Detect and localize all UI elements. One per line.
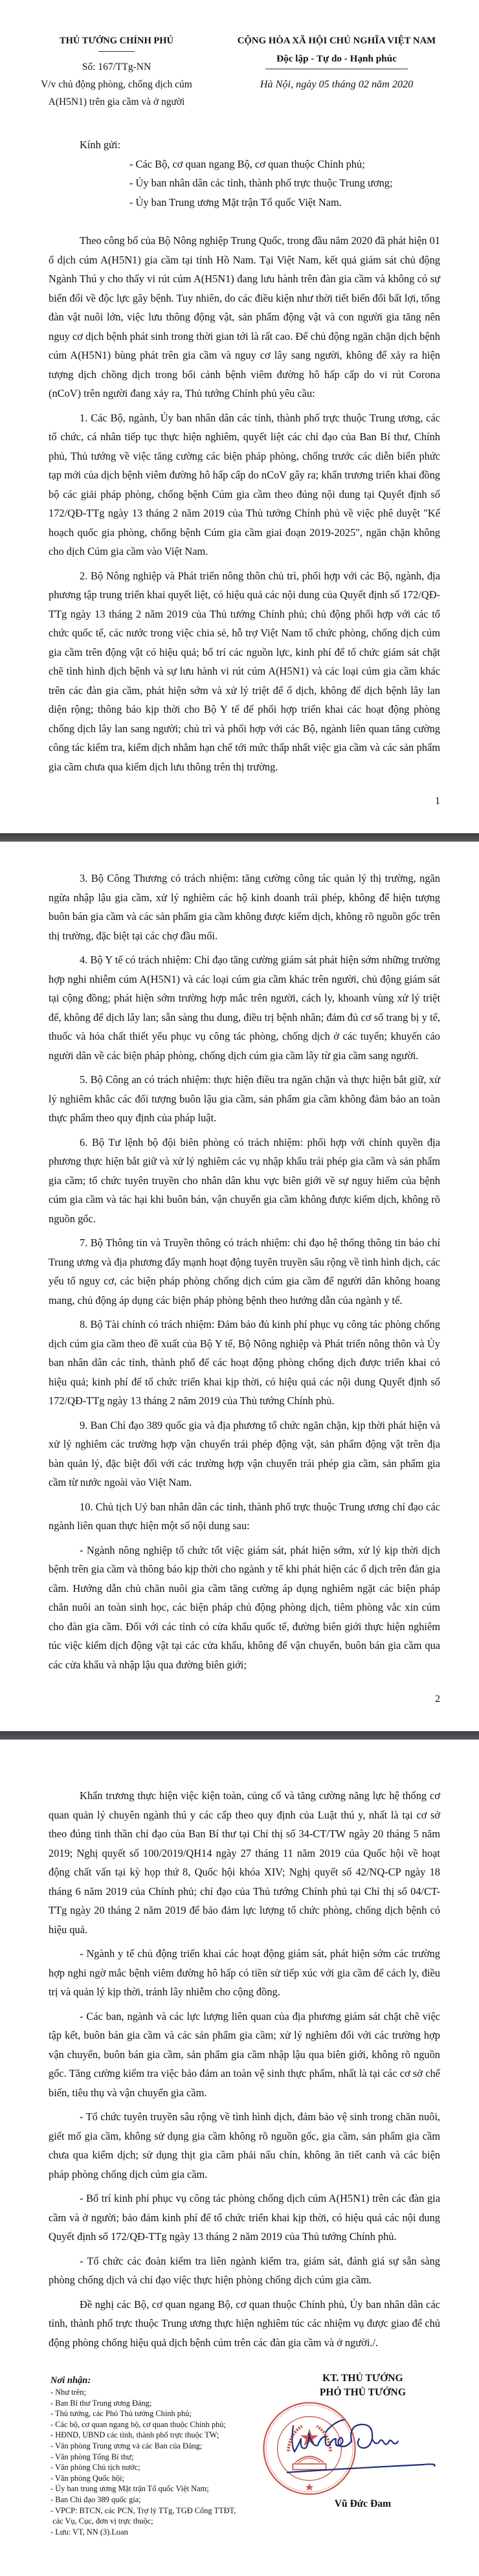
page-3 (0, 1740, 479, 2576)
distribution-item: - Ủy ban trung ương Mặt trận Tổ quốc Việt Nam; (50, 2484, 209, 2494)
recipients-list (80, 155, 479, 212)
recipient-item: - Ủy ban nhân dân các tỉnh, thành phố trực thuộc Trung ương; (129, 177, 393, 189)
national-motto: Độc lập - Tự do - Hạnh phúc (276, 53, 397, 64)
paragraph: 7. Bộ Thông tin và Truyền thông có trách nhiệm: chỉ đạo hệ thống thông tin báo chí Trung ương và địa phương đẩy mạnh hoạt động tuyên truyền sâu rộng về tình hình dịch, các yếu tố nguy cơ, các biện pháp phòng chống dịch cúm gia cầm để người dân không hoang mang, chủ động áp dụng các biện pháp phòng bệnh theo hướng dẫn của ngành y tế. (49, 1237, 440, 1306)
distribution-item: - Văn phòng Chủ tịch nước; (50, 2463, 140, 2472)
page-1 (0, 0, 479, 833)
document-number: Số: 167/TTg-NN (82, 62, 151, 73)
subject-line-1: V/v chủ động phòng, chống dịch cúm (41, 79, 192, 90)
seal-and-signature (267, 2400, 458, 2497)
page-1-body (49, 231, 440, 776)
distribution-item: - Văn phòng Trung ương và các Ban của Đảng; (50, 2441, 203, 2450)
nation-title: CỘNG HÒA XÃ HỘI CHỦ NGHĨA VIỆT NAM (237, 36, 436, 46)
page-2-body (49, 869, 440, 1674)
distribution-item: - Ban Chỉ đạo 389 quốc gia; (50, 2494, 141, 2504)
paragraph: Đề nghị các Bộ, cơ quan ngang Bộ, cơ quan thuộc Chính phủ, Ủy ban nhân dân các tỉnh, thành phố trực thuộc Trung ương thực hiện nghiêm túc các nhiệm vụ được giao để chủ động phòng chống hiệu quả dịch bệnh cúm trên các đàn gia cầm và ở người./. (49, 2298, 440, 2349)
paragraph: 3. Bộ Công Thương có trách nhiệm: tăng cường công tác quản lý thị trường, ngăn ngừa nhập lậu gia cầm, xử lý nghiêm các hộ kinh doanh trái phép, không để hiện tượng buôn bán gia cầm và các sản phẩm gia cầm không được kiểm dịch, không rõ nguồn gốc trên thị trường, đặc biệt tại các chợ đầu mối. (49, 872, 440, 942)
paragraph: - Tổ chức các đoàn kiểm tra liên ngành kiểm tra, giám sát, đánh giá sự sẵn sàng phòng chống dịch và chỉ đạo việc thực hiện phòng chống dịch cúm gia cầm. (49, 2254, 440, 2286)
page-number: 1 (435, 796, 440, 807)
header-right (207, 32, 466, 111)
paragraph: 4. Bộ Y tế có trách nhiệm: Chỉ đạo tăng cường giám sát phát hiện sớm những trường hợp nghi nhiễm cúm A(H5N1) và các loại cúm gia cầm khác trên người, chủ động giám sát tại cộng đồng; phát hiện sớm trường hợp mắc trên người, cách ly, khoanh vùng xử lý triệt để, không để dịch lây lan; sẵn sàng thu dung, điều trị bệnh nhân; đảm đủ cơ số trang bị y tế, thuốc và hóa chất thiết yếu phục vụ công tác phòng, chống dịch ở các tuyến; khuyến cáo người dân về các biện pháp phòng, chống dịch cúm gia cầm lây từ gia cầm sang người. (49, 954, 440, 1062)
paragraph: 8. Bộ Tài chính có trách nhiệm: Đảm bảo đủ kinh phí phục vụ công tác phòng chống dịch cúm gia cầm theo đề xuất của Bộ Y tế, Bộ Nông nghiệp và Phát triển nông thôn và Ủy ban nhân dân các tỉnh, thành phố để các hoạt động phòng chống dịch được triển khai có hiệu quả; kinh phí để tổ chức triển khai kịp thời, có hiệu quả các nội dung Quyết định số 172/QĐ-TTg ngày 13 tháng 2 năm 2019 của Thủ tướng Chính phủ. (49, 1318, 440, 1407)
paragraph: 9. Ban Chỉ đạo 389 quốc gia và địa phương tổ chức ngăn chặn, kịp thời phát hiện và xử lý nghiêm các trường hợp vận chuyển trái phép động vật, sản phẩm động vật trên địa bàn quản lý, đặc biệt đối với các trường hợp vận chuyển trái phép gia cầm, sản phẩm gia cầm từ nước ngoài vào Việt Nam. (49, 1418, 440, 1488)
distribution-item: các Vụ, Cục, đơn vị trực thuộc; (50, 2516, 153, 2526)
agency-underline (98, 51, 135, 52)
page-separator (0, 1731, 479, 1740)
distribution-item: - Ban Bí thư Trung ương Đảng; (50, 2398, 152, 2408)
distribution-item: - Văn phòng Quốc hội; (50, 2473, 125, 2483)
place-and-date: Hà Nội, ngày 05 tháng 02 năm 2020 (260, 78, 414, 90)
closing-block (50, 2371, 458, 2576)
paragraph: Khẩn trương thực hiện việc kiện toàn, củng cố và tăng cường năng lực hệ thống cơ quan quản lý chuyên ngành thú y các cấp theo quy định của Luật thú y, nhất là tại cơ sở theo đúng tinh thần chỉ đạo của Ban Bí thư tại Chỉ thị số 34-CT/TW ngày 20 tháng 5 năm 2019; Nghị quyết số 100/2019/QH14 ngày 27 tháng 11 năm 2019 của Quốc hội về hoạt động chất vấn tại kỳ họp thứ 8, Quốc hội khóa XIV; Nghị quyết số 42/NQ-CP ngày 18 tháng 6 năm 2019 của Chính phủ; chỉ đạo của Thủ tướng Chính phủ tại Chỉ thị số 04/CT-TTg ngày 20 tháng 2 năm 2019 để bảo đảm lực lượng tổ chức phòng, chống dịch bệnh có hiệu quả. (49, 1789, 440, 1936)
paragraph: - Ngành nông nghiệp tổ chức tốt việc giám sát, phát hiện sớm, xử lý kịp thời dịch bệnh trên gia cầm và thông báo kịp thời cho ngành y tế khi phát hiện các ổ dịch trên đàn gia cầm. Hướng dẫn chủ chăn nuôi gia cầm tăng cường áp dụng nghiêm ngặt các biện pháp chăn nuôi an toàn sinh học, các biện pháp chủ động phòng dịch, tiêm phòng vắc xin cúm cho đàn gia cầm. Đối với các tỉnh có cửa khẩu quốc tế, đường biên giới thực hiện nghiêm túc việc kiểm dịch động vật tại các cửa khẩu, không để vận chuyển, buôn bán gia cầm qua các cửa khẩu và nhập lậu qua đường biên giới; (49, 1543, 440, 1671)
signing-authority-line-2: PHÓ THỦ TƯỚNG (319, 2387, 406, 2398)
page-number: 2 (435, 1694, 440, 1705)
recipient-item: - Ủy ban Trung ương Mặt trận Tổ quốc Việt Nam. (129, 196, 342, 208)
paragraph: - Bố trí kinh phí phục vụ công tác phòng chống dịch cúm A(H5N1) trên các đàn gia cầm và ở người; bảo đảm kinh phí để tổ chức triển khai kịp thời, có hiệu quả các nội dung Quyết định số 172/QĐ-TTg ngày 13 tháng 2 năm 2019 của Thủ tướng Chính phủ. (49, 2192, 440, 2243)
page-3-body (49, 1786, 440, 2352)
page-separator (0, 833, 479, 842)
signature-column (267, 2371, 458, 2537)
subject-line-2: A(H5N1) trên gia cầm và ở người (48, 96, 185, 107)
signing-authority-line-1: KT. THỦ TƯỚNG (322, 2373, 403, 2384)
distribution-item: - Thủ tướng, các Phó Thủ tướng Chính phủ; (50, 2409, 192, 2419)
paragraph: - Các ban, ngành và các lực lượng liên quan của địa phương giám sát chặt chẽ việc tập kết, buôn bán gia cầm và các sản phẩm gia cầm; xử lý nghiêm đối với các trường hợp vận chuyển, buôn bán gia cầm, sản phẩm gia cầm nhập lậu qua biên giới, không rõ nguồn gốc. Tăng cường kiểm tra việc bảo đảm an toàn vệ sinh thực phẩm, nhất là tại các cơ sở chế biến, tiêu thụ và vận chuyển gia cầm. (49, 2010, 440, 2099)
page-2 (0, 842, 479, 1731)
distribution-title: Nơi nhận: (50, 2375, 91, 2386)
issuing-agency: THỦ TƯỚNG CHÍNH PHỦ (59, 36, 174, 46)
distribution-item: - Như trên; (50, 2388, 86, 2397)
paragraph: 2. Bộ Nông nghiệp và Phát triển nông thôn chủ trì, phối hợp với các Bộ, ngành, địa phương tập trung triển khai quyết liệt, có hiệu quả các nội dung của Quyết định số 172/QĐ-TTg ngày 13 tháng 2 năm 2019 của Thủ tướng Chính phủ; chủ động phối hợp với các tổ chức quốc tế, các nước trong việc chia sẻ, hỗ trợ Việt Nam tổ chức phòng, chống dịch cúm gia cầm trên động vật có hiệu quả; bố trí các nguồn lực, kinh phí để tổ chức giám sát chặt chẽ tình hình dịch bệnh và sự lưu hành vi rút cúm A(H5N1) và các loại cúm gia cầm khác trên các đàn gia cầm, phát hiện sớm và xử lý triệt để ổ dịch, không để dịch bệnh lây lan diện rộng; thông báo kịp thời cho Bộ Y tế để phối hợp triển khai các hoạt động phòng chống dịch lây lan sang người; chủ trì và phối hợp với các Bộ, ngành liên quan tăng cường công tác kiểm tra, kiểm dịch nhằm hạn chế tới mức thấp nhất việc gia cầm và các sản phẩm gia cầm chưa qua kiểm dịch lưu thông trên thị trường. (49, 569, 440, 773)
paragraph: 1. Các Bộ, ngành, Ủy ban nhân dân các tỉnh, thành phố trực thuộc Trung ương, các tổ chức, cá nhân tiếp tục thực hiện nghiêm, quyết liệt các chỉ đạo của Ban Bí thư, Chính phủ, Thủ tướng về việc tăng cường các biện pháp phòng, chống trước các diễn biến phức tạp mới của dịch bệnh viêm đường hô hấp cấp do nCoV gây ra; khẩn trương triển khai đồng bộ các giải pháp phòng, chống bệnh Cúm gia cầm theo đúng nội dung tại Quyết định số 172/QĐ-TTg ngày 13 tháng 2 năm 2019 của Thủ tướng Chính phủ về việc phê duyệt "Kế hoạch quốc gia phòng, chống bệnh Cúm gia cầm giai đoạn 2019-2025", ngăn chặn không cho dịch Cúm gia cầm vào Việt Nam. (49, 411, 440, 557)
header-left (36, 32, 197, 111)
paragraph: 10. Chủ tịch Uỷ ban nhân dân các tỉnh, thành phố trực thuộc Trung ương chỉ đạo các ngành liên quan thực hiện một số nội dung sau: (49, 1500, 440, 1532)
distribution-item: - Lưu: VT, NN (3).Loan (50, 2527, 128, 2537)
distribution-item: - HĐND, UBND các tỉnh, thành phố trực thuộc TW; (50, 2430, 219, 2440)
distribution-item: - Các bộ, cơ quan ngang bộ, cơ quan thuộc Chính phủ; (50, 2419, 226, 2429)
recipients-block (0, 111, 479, 212)
distribution-item: - Văn phòng Tổng Bí thư; (50, 2452, 134, 2461)
paragraph: 6. Bộ Tư lệnh bộ đội biên phòng có trách nhiệm: phối hợp với chính quyền địa phương thực hiện bắt giữ và xử lý nghiêm các vụ nhập khẩu trái phép gia cầm và sản phẩm gia cầm; tổ chức tuyên truyền cho nhân dân khu vực biên giới về sự nguy hiểm của bệnh cúm gia cầm và tác hại khi buôn bán, vận chuyển gia cầm không được kiểm dịch, không rõ nguồn gốc. (49, 1136, 440, 1225)
distribution-item: - VPCP: BTCN, các PCN, Trợ lý TTg, TGĐ Cổng TTĐT, (50, 2505, 236, 2515)
recipient-item: - Các Bộ, cơ quan ngang Bộ, cơ quan thuộc Chính phủ; (129, 157, 365, 170)
paragraph: 5. Bộ Công an có trách nhiệm: thực hiện điều tra ngăn chặn và thực hiện bắt giữ, xử lý nghiêm khắc các đối tượng buôn lậu gia cầm, sản phẩm gia cầm không đảm bảo an toàn thực phẩm theo quy định của pháp luật. (49, 1073, 440, 1124)
distribution-list (50, 2371, 261, 2537)
paragraph: Theo công bố của Bộ Nông nghiệp Trung Quốc, trong đầu năm 2020 đã phát hiện 01 ổ dịch cúm A(H5N1) gia cầm tại tỉnh Hồ Nam. Tại Việt Nam, kết quả giám sát chủ động Ngành Thú y cho thấy vi rút cúm A(H5N1) đang lưu hành trên đàn gia cầm và không có sự biến đổi về độc lực gây bệnh. Tuy nhiên, do các điều kiện như thời tiết biến đổi bất lợi, tổng đàn vật nuôi lớn, việc lưu thông động vật, sản phẩm động vật và con người gia tăng nên nguy cơ dịch bệnh phát sinh trong thời gian tới là rất cao. Để chủ động ngăn chặn dịch bệnh cúm A(H5N1) bùng phát trên gia cầm và nguy cơ lây sang người, không để xảy ra hiện tượng dịch chồng dịch trong bối cảnh bệnh viêm đường hô hấp cấp do vi rút Corona (nCoV) trên người đang xảy ra, Thủ tướng Chính phủ yêu cầu: (49, 234, 440, 399)
paragraph: - Tổ chức tuyên truyền sâu rộng về tình hình dịch, đảm bảo vệ sinh trong chăn nuôi, giết mổ gia cầm, không sử dụng gia cầm không rõ nguồn gốc, gia cầm, sản phẩm gia cầm chưa qua kiểm dịch; sử dụng thịt gia cầm phải nấu chín, không ăn tiết canh và các biện pháp phòng chống dịch cúm gia cầm. (49, 2111, 440, 2180)
handwritten-signature-icon (287, 2419, 442, 2478)
recipients-label: Kính gửi: (80, 139, 121, 151)
document-header (0, 0, 479, 111)
signer-name: Vũ Đức Đam (334, 2498, 392, 2509)
paragraph: - Ngành y tế chủ động triển khai các hoạt động giám sát, phát hiện sớm các trường hợp nghi ngờ mắc bệnh viêm đường hô hấp có tiền sử tiếp xúc với gia cầm để cách ly, điều trị và quản lý kịp thời, tránh lây nhiễm cho cộng đồng. (49, 1947, 440, 1998)
